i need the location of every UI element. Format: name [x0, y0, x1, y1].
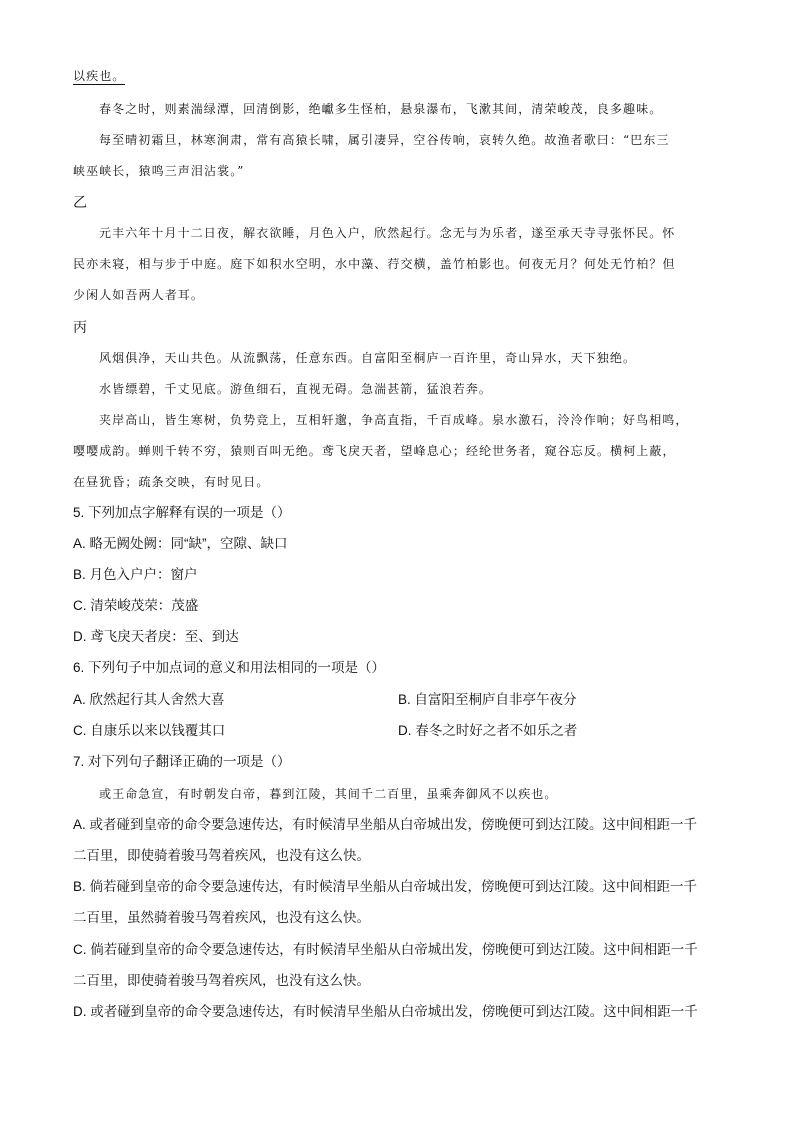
question-7-option-c-line1[interactable]: C. 倘若碰到皇帝的命令要急速传达，有时候清早坐船从白帝城出发，傍晚便可到达江陵。这中间相距一千 [73, 942, 698, 957]
question-7-option-b-line2: 二百里，虽然骑着骏马驾着疾风，也没有这么快。 [73, 910, 370, 925]
passage-yi-label: 乙 [73, 194, 87, 210]
passage-yi-line3: 少闲人如吾两人者耳。 [73, 288, 205, 302]
question-7-option-a-line2: 二百里，即使骑着骏马驾着疾风，也没有这么快。 [73, 848, 370, 863]
question-7-option-a-line1[interactable]: A. 或者碰到皇帝的命令要急速传达，有时候清早坐船从白帝城出发，傍晚便可到达江陵。这中间相距一千 [73, 817, 698, 832]
question-6-option-a[interactable]: A. 欣然起行其人舍然大喜 [73, 692, 225, 707]
passage-jia-paragraph-spring: 春冬之时，则素湍绿潭，回清倒影，绝巘多生怪柏，悬泉瀑布，飞漱其间，清荣峻茂，良多趣味。 [99, 102, 663, 116]
passage-bing-line1: 风烟俱净，天山共色。从流飘荡，任意东西。自富阳至桐庐一百许里，奇山异水，天下独绝。 [99, 351, 637, 365]
passage-jia-paragraph-frost-line1: 每至晴初霜旦，林寒涧肃，常有高猿长啸，属引凄异，空谷传响，哀转久绝。故渔者歌曰：“巴东三 [99, 133, 670, 147]
passage-bing-line2: 水皆缥碧，千丈见底。游鱼细石，直视无碍。急湍甚箭，猛浪若奔。 [99, 382, 493, 396]
passage-yi-line2: 民亦未寝，相与步于中庭。庭下如积水空明，水中藻、荇交横，盖竹柏影也。何夜无月？何处无竹柏？但 [73, 257, 676, 271]
passage-jia-tail [73, 67, 125, 85]
question-7-option-b-line1[interactable]: B. 倘若碰到皇帝的命令要急速传达，有时候清早坐船从白帝城出发，傍晚便可到达江陵。这中间相距一千 [73, 879, 698, 894]
passage-jia-paragraph-frost-line2: 峡巫峡长，猿鸣三声泪沾裳。” [73, 164, 245, 178]
passage-bing-label: 丙 [73, 319, 87, 335]
question-5-option-d[interactable]: D. 鸢飞戾天者戾：至、到达 [73, 629, 239, 644]
question-7-sentence: 或王命急宣，有时朝发白帝，暮到江陵，其间千二百里，虽乘奔御风不以疾也。 [99, 787, 558, 801]
passage-jia-tail-text: 以疾也。 [73, 69, 126, 83]
question-5-option-c[interactable]: C. 清荣峻茂荣：茂盛 [73, 598, 199, 613]
question-6-option-c[interactable]: C. 自康乐以来以钱覆其口 [73, 723, 226, 738]
question-5-option-b[interactable]: B. 月色入户户：窗户 [73, 567, 198, 582]
passage-yi-line1: 元丰六年十月十二日夜，解衣欲睡，月色入户，欣然起行。念无与为乐者，遂至承天寺寻张怀民。怀 [99, 226, 676, 240]
passage-bing-line4: 嘤嘤成韵。蝉则千转不穷，猿则百叫无绝。鸢飞戾天者，望峰息心；经纶世务者，窥谷忘反。横柯上蔽， [73, 444, 676, 458]
question-7-option-d-line1[interactable]: D. 或者碰到皇帝的命令要急速传达，有时候清早坐船从白帝城出发，傍晚便可到达江陵。这中间相距一千 [73, 1004, 698, 1019]
question-6-option-d[interactable]: D. 春冬之时好之者不如乐之者 [398, 723, 578, 738]
question-5-option-a[interactable]: A. 略无阙处阙：同“缺”，空隙、缺口 [73, 536, 288, 551]
question-5-stem: 5. 下列加点字解释有误的一项是（） [73, 505, 291, 520]
question-7-option-c-line2: 二百里，即使骑着骏马驾着疾风，也没有这么快。 [73, 973, 370, 988]
passage-bing-line3: 夹岸高山，皆生寒树，负势竞上，互相轩邈，争高直指，千百成峰。泉水激石，泠泠作响；好鸟相鸣， [99, 413, 689, 427]
question-7-stem: 7. 对下列句子翻译正确的一项是（） [73, 754, 291, 769]
question-6-stem: 6. 下列句子中加点词的意义和用法相同的一项是（） [73, 660, 386, 675]
question-6-option-b[interactable]: B. 自富阳至桐庐自非亭午夜分 [398, 692, 577, 707]
passage-bing-line5: 在昼犹昏；疏条交映，有时见日。 [73, 475, 270, 489]
